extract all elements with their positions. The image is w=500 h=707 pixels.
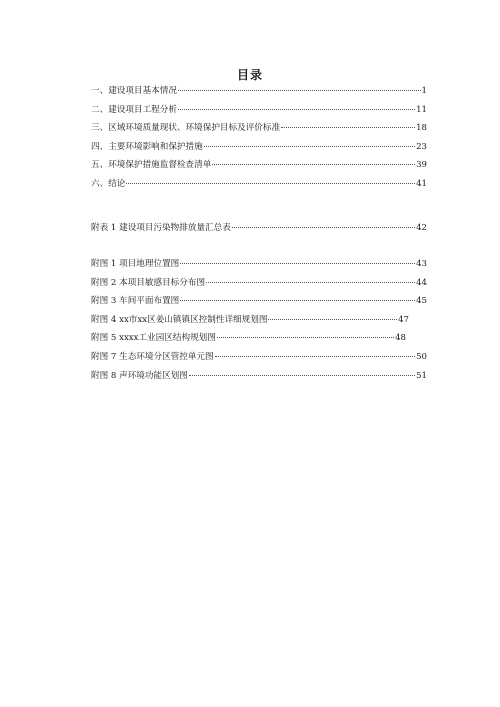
toc-entry-page: 23 bbox=[416, 141, 427, 152]
toc-entry[interactable] bbox=[91, 158, 427, 177]
toc-leader-dots bbox=[212, 164, 415, 165]
toc-leader-dots bbox=[281, 127, 415, 128]
toc-entry-page: 50 bbox=[416, 351, 427, 362]
toc-entry[interactable] bbox=[91, 221, 427, 240]
toc-entry-page: 1 bbox=[421, 86, 427, 96]
toc-entry-page: 48 bbox=[395, 333, 406, 344]
toc-entry-label: 六、结论 bbox=[91, 178, 126, 189]
toc-entry-page: 47 bbox=[398, 314, 409, 325]
toc-entry-page: 43 bbox=[416, 259, 427, 269]
toc-entry-page: 39 bbox=[416, 160, 427, 171]
toc-entry-label: 附图 8 声环境功能区划图 bbox=[91, 370, 188, 381]
toc-entry[interactable] bbox=[91, 103, 427, 122]
toc-leader-dots bbox=[189, 375, 415, 376]
toc-entry[interactable] bbox=[91, 140, 427, 159]
toc-leader-dots bbox=[126, 183, 415, 184]
toc-entry-label: 四、主要环境影响和保护措施 bbox=[91, 141, 203, 152]
toc-entry-label: 附图 1 项目地理位置图 bbox=[91, 259, 180, 269]
toc-leader-dots bbox=[178, 90, 421, 91]
toc-entry[interactable] bbox=[91, 369, 427, 388]
toc-entry-label: 附图 7 生态环境分区管控单元图 bbox=[91, 351, 214, 362]
toc-entry-page: 11 bbox=[416, 104, 427, 115]
toc-leader-dots bbox=[268, 319, 397, 320]
toc-entry[interactable] bbox=[91, 331, 406, 350]
toc-leader-dots bbox=[178, 109, 415, 110]
toc-attached-figures bbox=[91, 257, 427, 387]
toc-entry-label: 附图 5 xxxx工业园区结构规划图 bbox=[91, 333, 216, 344]
toc-entry-label: 附图 3 车间平面布置图 bbox=[91, 296, 180, 307]
toc-entry-label: 三、区域环境质量现状、环境保护目标及评价标准 bbox=[91, 123, 281, 134]
toc-entry[interactable] bbox=[91, 177, 427, 196]
toc-entry-label: 附图 2 本项目敏感目标分布图 bbox=[91, 277, 206, 288]
toc-title: 目录 bbox=[236, 68, 263, 82]
toc-entry[interactable] bbox=[91, 84, 427, 103]
toc-entry[interactable] bbox=[91, 313, 409, 332]
toc-entry[interactable] bbox=[91, 257, 427, 276]
toc-sections bbox=[91, 84, 427, 196]
toc-entry-label: 附图 4 xx市xx区姜山镇镇区控制性详细规划图 bbox=[91, 314, 268, 325]
toc-entry-page: 18 bbox=[416, 123, 427, 134]
toc-leader-dots bbox=[180, 263, 415, 264]
toc-entry-page: 41 bbox=[416, 178, 427, 189]
toc-entry-label: 一、建设项目基本情况 bbox=[91, 86, 177, 96]
toc-attached-tables bbox=[91, 221, 427, 240]
toc-entry[interactable] bbox=[91, 121, 427, 140]
toc-entry[interactable] bbox=[91, 294, 427, 313]
toc-leader-dots bbox=[204, 146, 415, 147]
toc-entry-label: 五、环境保护措施监督检查清单 bbox=[91, 160, 212, 171]
toc-entry-label: 二、建设项目工程分析 bbox=[91, 104, 177, 115]
toc-entry-page: 51 bbox=[416, 370, 427, 381]
toc-leader-dots bbox=[206, 282, 415, 283]
toc-entry-label: 附表 1 建设项目污染物排放量汇总表 bbox=[91, 223, 231, 233]
toc-entry[interactable] bbox=[91, 350, 427, 369]
toc-entry-page: 45 bbox=[416, 296, 427, 307]
toc-leader-dots bbox=[232, 227, 415, 228]
toc-leader-dots bbox=[180, 300, 415, 301]
toc-entry-page: 44 bbox=[416, 277, 427, 288]
toc-leader-dots bbox=[217, 337, 394, 338]
toc-entry[interactable] bbox=[91, 276, 427, 295]
toc-entry-page: 42 bbox=[416, 223, 427, 233]
toc-leader-dots bbox=[215, 356, 415, 357]
